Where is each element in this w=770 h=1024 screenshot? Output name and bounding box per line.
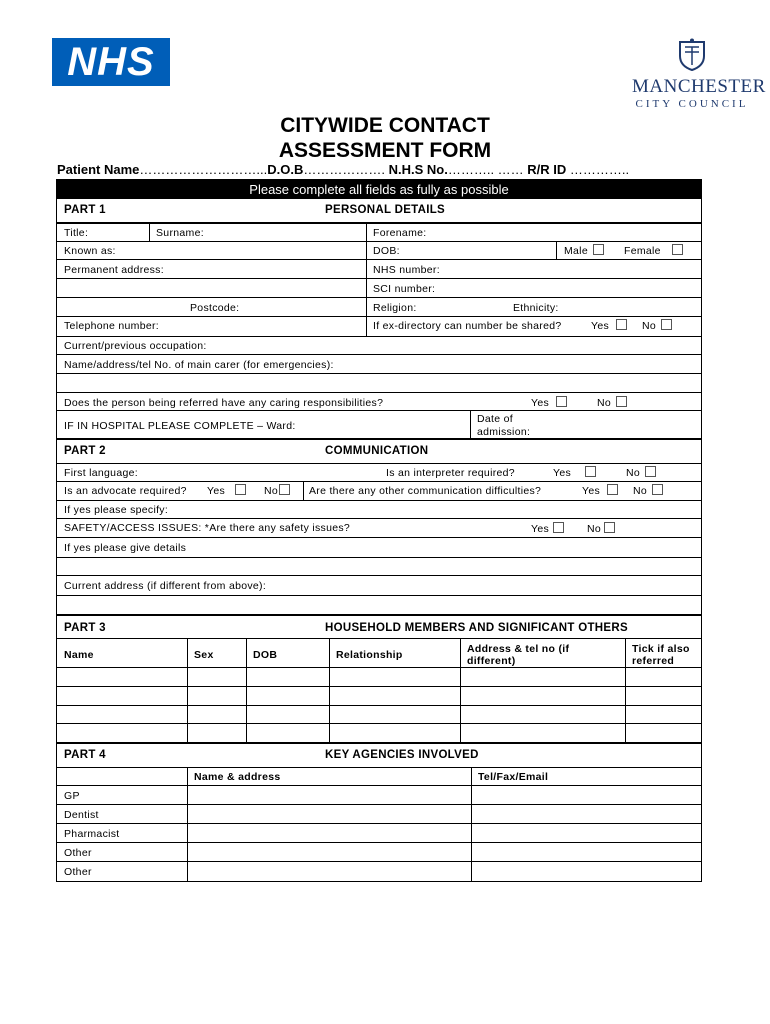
divider xyxy=(57,481,701,482)
nhs-logo-text: NHS xyxy=(67,39,155,84)
dob-field[interactable]: ………………. xyxy=(303,162,385,177)
ex-directory-question: If ex-directory can number be shared? xyxy=(373,320,562,332)
admission-label: admission: xyxy=(477,426,531,438)
divider xyxy=(329,639,330,742)
divider xyxy=(556,241,557,259)
col-relationship-header: Relationship xyxy=(336,649,403,661)
col-dob-header: DOB xyxy=(253,649,278,661)
form-title xyxy=(230,113,540,163)
divider xyxy=(57,463,701,464)
ethnicity-field[interactable]: Ethnicity: xyxy=(513,302,559,314)
divider xyxy=(57,823,701,824)
agency-gp: GP xyxy=(64,790,80,802)
current-address-field[interactable]: Current address (if different from above): xyxy=(64,580,267,592)
divider xyxy=(57,861,701,862)
safety-yes-checkbox[interactable] xyxy=(553,522,564,533)
dob-field[interactable]: DOB: xyxy=(373,245,400,257)
female-checkbox[interactable] xyxy=(672,244,683,255)
col-tick-header: Tick if also xyxy=(632,643,690,655)
divider xyxy=(57,785,701,786)
part4-label: PART 4 xyxy=(64,749,106,761)
part3-heading: HOUSEHOLD MEMBERS AND SIGNIFICANT OTHERS xyxy=(325,622,628,634)
divider xyxy=(57,742,701,744)
divider xyxy=(470,411,471,438)
col-address-header: Address & tel no (if xyxy=(467,643,570,655)
assessment-form xyxy=(56,179,702,882)
divider xyxy=(57,410,701,411)
sci-number-field[interactable]: SCI number: xyxy=(373,283,436,295)
col-tick-header-2: referred xyxy=(632,655,675,667)
male-checkbox[interactable] xyxy=(593,244,604,255)
interpreter-question: Is an interpreter required? xyxy=(386,467,515,479)
specify-field[interactable]: If yes please specify: xyxy=(64,504,169,516)
advocate-yes-checkbox[interactable] xyxy=(235,484,246,495)
part3-label: PART 3 xyxy=(64,622,106,634)
divider xyxy=(57,438,701,440)
instruction-banner: Please complete all fields as fully as possible xyxy=(57,180,701,199)
divider xyxy=(57,222,701,224)
caring-no-label: No xyxy=(597,397,612,409)
part2-heading: COMMUNICATION xyxy=(325,445,429,457)
dob-label: D.O.B xyxy=(267,162,304,177)
divider xyxy=(471,768,472,881)
col-name-address-header: Name & address xyxy=(194,771,281,783)
nhs-number-field[interactable]: NHS number: xyxy=(373,264,440,276)
part4-heading: KEY AGENCIES INVOLVED xyxy=(325,749,479,761)
ex-directory-yes-checkbox[interactable] xyxy=(616,319,627,330)
divider xyxy=(57,241,701,242)
caring-question: Does the person being referred have any caring responsibilities? xyxy=(64,397,384,409)
safety-yes-label: Yes xyxy=(531,523,550,535)
divider xyxy=(246,639,247,742)
divider xyxy=(57,638,701,639)
table-row[interactable] xyxy=(57,667,701,668)
divider xyxy=(625,639,626,742)
council-subname: CITY COUNCIL xyxy=(635,98,749,110)
council-crest-icon xyxy=(676,38,708,72)
patient-name-field[interactable]: ………………………... xyxy=(139,162,268,177)
table-row[interactable] xyxy=(57,686,701,687)
interpreter-yes-label: Yes xyxy=(553,467,572,479)
safety-no-checkbox[interactable] xyxy=(604,522,615,533)
divider xyxy=(57,537,701,538)
divider xyxy=(57,373,701,374)
forename-field[interactable]: Forename: xyxy=(373,227,427,239)
difficulties-no-label: No xyxy=(633,485,648,497)
table-row[interactable] xyxy=(57,723,701,724)
divider xyxy=(187,639,188,742)
agency-dentist: Dentist xyxy=(64,809,99,821)
part2-label: PART 2 xyxy=(64,445,106,457)
caring-yes-label: Yes xyxy=(531,397,550,409)
patient-header-line xyxy=(57,162,717,177)
council-name: MANCHESTER xyxy=(632,76,766,97)
known-as-field[interactable]: Known as: xyxy=(64,245,116,257)
advocate-question: Is an advocate required? xyxy=(64,485,187,497)
main-carer-field[interactable]: Name/address/tel No. of main carer (for emergencies): xyxy=(64,359,334,371)
divider xyxy=(57,336,701,337)
divider xyxy=(57,767,701,768)
religion-field[interactable]: Religion: xyxy=(373,302,417,314)
postcode-field[interactable]: Postcode: xyxy=(190,302,240,314)
nhs-no-field[interactable]: ……….. …… xyxy=(447,162,524,177)
divider xyxy=(57,595,701,596)
table-row[interactable] xyxy=(57,705,701,706)
telephone-field[interactable]: Telephone number: xyxy=(64,320,159,332)
male-label: Male xyxy=(564,245,588,257)
col-tel-header: Tel/Fax/Email xyxy=(478,771,549,783)
divider xyxy=(57,316,701,317)
divider xyxy=(57,500,701,501)
other-difficulties-question: Are there any other communication difficulties? xyxy=(309,485,542,497)
permanent-address-field[interactable]: Permanent address: xyxy=(64,264,164,276)
agency-pharmacist: Pharmacist xyxy=(64,828,120,840)
patient-name-label: Patient Name xyxy=(57,162,140,177)
divider xyxy=(57,557,701,558)
divider xyxy=(57,297,701,298)
agency-other-2: Other xyxy=(64,866,92,878)
difficulties-no-checkbox[interactable] xyxy=(652,484,663,495)
rr-id-label: R/R ID xyxy=(527,162,567,177)
col-sex-header: Sex xyxy=(194,649,214,661)
part1-label: PART 1 xyxy=(64,204,106,216)
divider xyxy=(57,259,701,260)
manchester-city-council-logo xyxy=(632,38,766,110)
agency-other-1: Other xyxy=(64,847,92,859)
ex-directory-no-checkbox[interactable] xyxy=(661,319,672,330)
surname-field[interactable]: Surname: xyxy=(156,227,204,239)
interpreter-no-label: No xyxy=(626,467,641,479)
advocate-no-label: No xyxy=(264,485,279,497)
difficulties-yes-checkbox[interactable] xyxy=(607,484,618,495)
hospital-ward-field[interactable]: IF IN HOSPITAL PLEASE COMPLETE – Ward: xyxy=(64,420,296,432)
safety-question: SAFETY/ACCESS ISSUES: *Are there any safety issues? xyxy=(64,522,351,534)
divider xyxy=(57,614,701,616)
divider xyxy=(460,639,461,742)
difficulties-yes-label: Yes xyxy=(582,485,601,497)
nhs-logo xyxy=(52,38,170,86)
divider xyxy=(57,278,701,279)
rr-id-field[interactable]: ………….. xyxy=(569,162,630,177)
form-title-line1: CITYWIDE CONTACT xyxy=(280,114,490,137)
divider xyxy=(57,842,701,843)
female-label: Female xyxy=(624,245,661,257)
divider xyxy=(187,768,188,881)
divider xyxy=(57,575,701,576)
divider xyxy=(57,392,701,393)
interpreter-yes-checkbox[interactable] xyxy=(585,466,596,477)
form-title-line2: ASSESSMENT FORM xyxy=(278,139,492,162)
title-field[interactable]: Title: xyxy=(64,227,89,239)
date-of-label: Date of xyxy=(477,413,513,425)
divider xyxy=(149,223,150,241)
divider xyxy=(57,518,701,519)
occupation-field[interactable]: Current/previous occupation: xyxy=(64,340,207,352)
safety-no-label: No xyxy=(587,523,602,535)
advocate-yes-label: Yes xyxy=(207,485,226,497)
divider xyxy=(57,354,701,355)
interpreter-no-checkbox[interactable] xyxy=(645,466,656,477)
divider xyxy=(303,481,304,500)
ex-directory-yes-label: Yes xyxy=(591,320,610,332)
safety-details-field[interactable]: If yes please give details xyxy=(64,542,187,554)
caring-no-checkbox[interactable] xyxy=(616,396,627,407)
col-address-header-2: different) xyxy=(467,655,516,667)
col-name-header: Name xyxy=(64,649,94,661)
divider xyxy=(57,804,701,805)
part1-heading: PERSONAL DETAILS xyxy=(325,204,446,216)
ex-directory-no-label: No xyxy=(642,320,657,332)
divider xyxy=(366,223,367,336)
caring-yes-checkbox[interactable] xyxy=(556,396,567,407)
first-language-field[interactable]: First language: xyxy=(64,467,138,479)
nhs-no-label: N.H.S No. xyxy=(388,162,448,177)
advocate-no-checkbox[interactable] xyxy=(279,484,290,495)
